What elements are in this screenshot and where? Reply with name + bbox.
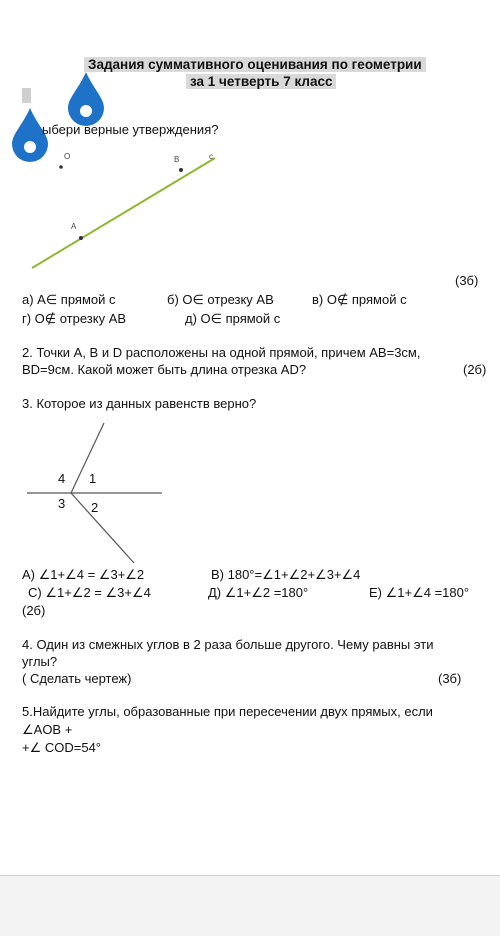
water-drop-icon	[66, 70, 106, 126]
q3-option-b: B) 180°=∠1+∠2+∠3+∠4	[211, 567, 361, 582]
q1-score: (3б)	[455, 273, 479, 288]
q1-option-b: б) O∈ отрезку AB	[167, 292, 274, 307]
transversal-lower	[71, 493, 134, 563]
q4-score: (3б)	[438, 671, 462, 686]
q3-option-e: E) ∠1+∠4 =180°	[369, 585, 470, 600]
transversal-upper	[71, 423, 104, 493]
point-o	[59, 165, 63, 169]
label-c: c	[209, 152, 213, 161]
gray-marker	[22, 88, 31, 103]
q5-line-3: +∠ COD=54°	[22, 740, 101, 755]
q2-score: (2б)	[463, 362, 487, 377]
q1-option-g: г) O∉ отрезку AB	[22, 311, 127, 326]
q4-line-2: углы?	[22, 654, 58, 669]
q2-line-1: 2. Точки А, В и D расположены на одной прямой, причем АВ=3см,	[22, 345, 421, 360]
angle-label-1: 1	[89, 471, 97, 486]
line-c	[32, 158, 215, 268]
q4-line-1: 4. Один из смежных углов в 2 раза больше другого. Чему равны эти	[22, 637, 434, 652]
title-line-2: за 1 четверть 7 класс	[186, 74, 336, 89]
q5-line-1: 5.Найдите углы, образованные при пересечении двух прямых, если	[22, 704, 433, 719]
q1-option-v: в) O∉ прямой с	[312, 292, 407, 307]
bottom-panel	[0, 875, 500, 936]
point-a	[79, 236, 83, 240]
q1-option-d: д) O∈ прямой с	[185, 311, 281, 326]
q1-option-a: а) A∈ прямой с	[22, 292, 116, 307]
q5-line-2: ∠AOB +	[22, 722, 73, 737]
q4-line-3: ( Сделать чертеж)	[22, 671, 132, 686]
q3-option-a: A) ∠1+∠4 = ∠3+∠2	[22, 567, 145, 582]
point-b	[179, 168, 183, 172]
q3-prompt: 3. Которое из данных равенств верно?	[22, 396, 257, 411]
q3-score: (2б)	[22, 603, 46, 618]
q3-option-c: C) ∠1+∠2 = ∠3+∠4	[28, 585, 151, 600]
label-o: O	[64, 152, 71, 161]
angle-label-2: 2	[91, 500, 99, 515]
angle-label-4: 4	[58, 471, 66, 486]
q2-line-2: BD=9см. Какой может быть длина отрезка AD?	[22, 362, 307, 377]
label-b: B	[174, 155, 180, 164]
q3-figure	[0, 418, 500, 568]
q1-figure	[0, 145, 500, 275]
q1-prompt: ыбери верные утверждения?	[42, 122, 219, 137]
angle-label-3: 3	[58, 496, 66, 511]
label-a: A	[71, 222, 77, 231]
q3-option-d: Д) ∠1+∠2 =180°	[208, 585, 309, 600]
title-line-1: Задания суммативного оценивания по геометрии	[84, 57, 426, 72]
